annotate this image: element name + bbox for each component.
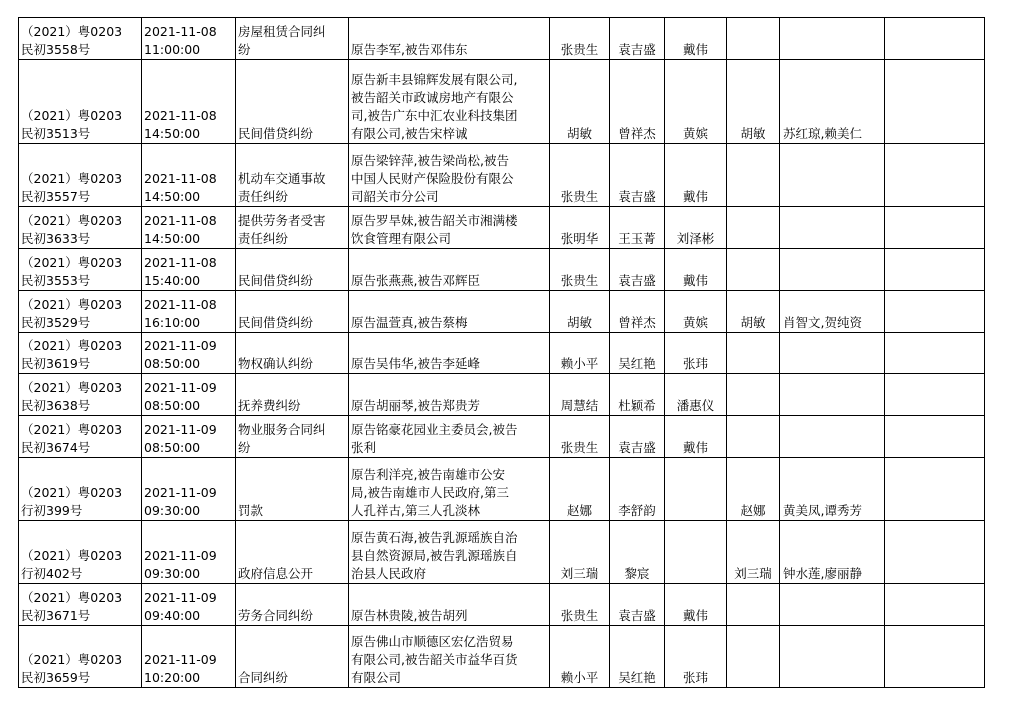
- empty-cell: [885, 584, 985, 626]
- clerks-cell: [780, 416, 885, 458]
- juror-cell: 吴红艳: [610, 333, 665, 374]
- hearing-time-cell: 2021-11-09 08:50:00: [142, 374, 236, 416]
- hearing-time-cell: 2021-11-08 14:50:00: [142, 144, 236, 207]
- juror-cell: 戴伟: [665, 144, 727, 207]
- case-number-cell: （2021）粤0203 民初3659号: [19, 626, 142, 688]
- extra-judge-cell: [727, 584, 780, 626]
- empty-cell: [885, 374, 985, 416]
- presiding-judge-cell: 胡敏: [550, 60, 610, 144]
- presiding-judge-cell: 刘三瑞: [550, 521, 610, 584]
- juror-cell: 张玮: [665, 333, 727, 374]
- hearing-time-cell: 2021-11-09 08:50:00: [142, 416, 236, 458]
- extra-judge-cell: [727, 18, 780, 60]
- table-row: [19, 60, 985, 144]
- hearing-time-cell: 2021-11-08 14:50:00: [142, 60, 236, 144]
- case-cause-cell: 民间借贷纠纷: [236, 291, 349, 333]
- presiding-judge-cell: 张贵生: [550, 144, 610, 207]
- empty-cell: [885, 521, 985, 584]
- case-cause-cell: 物业服务合同纠 纷: [236, 416, 349, 458]
- parties-cell: 原告铭豪花园业主委员会,被告 张利: [349, 416, 550, 458]
- clerks-cell: [780, 374, 885, 416]
- extra-judge-cell: 胡敏: [727, 291, 780, 333]
- presiding-judge-cell: 张贵生: [550, 584, 610, 626]
- empty-cell: [885, 458, 985, 521]
- case-cause-cell: 政府信息公开: [236, 521, 349, 584]
- juror-cell: 黎宸: [610, 521, 665, 584]
- presiding-judge-cell: 赵娜: [550, 458, 610, 521]
- case-number-cell: （2021）粤0203 民初3529号: [19, 291, 142, 333]
- clerks-cell: 苏红琼,赖美仁: [780, 60, 885, 144]
- juror-cell: 曾祥杰: [610, 291, 665, 333]
- case-cause-cell: 物权确认纠纷: [236, 333, 349, 374]
- juror-cell: 王玉菁: [610, 207, 665, 249]
- parties-cell: 原告吴伟华,被告李延峰: [349, 333, 550, 374]
- table-row: [19, 458, 985, 521]
- parties-cell: 原告温萱真,被告蔡梅: [349, 291, 550, 333]
- case-cause-cell: 提供劳务者受害 责任纠纷: [236, 207, 349, 249]
- juror-cell: 袁吉盛: [610, 584, 665, 626]
- table-row: [19, 291, 985, 333]
- case-number-cell: （2021）粤0203 民初3619号: [19, 333, 142, 374]
- juror-cell: 刘泽彬: [665, 207, 727, 249]
- table-body: [19, 18, 985, 688]
- presiding-judge-cell: 周慧结: [550, 374, 610, 416]
- clerks-cell: [780, 18, 885, 60]
- juror-cell: [665, 521, 727, 584]
- empty-cell: [885, 291, 985, 333]
- case-cause-cell: 劳务合同纠纷: [236, 584, 349, 626]
- table-row: [19, 207, 985, 249]
- case-number-cell: （2021）粤0203 民初3557号: [19, 144, 142, 207]
- juror-cell: 袁吉盛: [610, 144, 665, 207]
- hearing-time-cell: 2021-11-09 09:40:00: [142, 584, 236, 626]
- case-number-cell: （2021）粤0203 行初402号: [19, 521, 142, 584]
- case-cause-cell: 抚养费纠纷: [236, 374, 349, 416]
- parties-cell: 原告利洋亮,被告南雄市公安 局,被告南雄市人民政府,第三 人孔祥古,第三人孔淡林: [349, 458, 550, 521]
- juror-cell: 戴伟: [665, 18, 727, 60]
- juror-cell: 袁吉盛: [610, 18, 665, 60]
- hearing-time-cell: 2021-11-09 09:30:00: [142, 521, 236, 584]
- case-cause-cell: 合同纠纷: [236, 626, 349, 688]
- table-row: [19, 584, 985, 626]
- clerks-cell: [780, 249, 885, 291]
- juror-cell: 李舒韵: [610, 458, 665, 521]
- presiding-judge-cell: 张贵生: [550, 249, 610, 291]
- juror-cell: 戴伟: [665, 416, 727, 458]
- juror-cell: 黄嫔: [665, 291, 727, 333]
- case-cause-cell: 民间借贷纠纷: [236, 60, 349, 144]
- extra-judge-cell: [727, 249, 780, 291]
- case-number-cell: （2021）粤0203 民初3671号: [19, 584, 142, 626]
- empty-cell: [885, 333, 985, 374]
- clerks-cell: 肖智文,贺纯资: [780, 291, 885, 333]
- case-number-cell: （2021）粤0203 民初3633号: [19, 207, 142, 249]
- parties-cell: 原告佛山市顺德区宏亿浩贸易 有限公司,被告韶关市益华百货 有限公司: [349, 626, 550, 688]
- parties-cell: 原告张燕燕,被告邓辉臣: [349, 249, 550, 291]
- extra-judge-cell: [727, 416, 780, 458]
- table-row: [19, 626, 985, 688]
- table-row: [19, 374, 985, 416]
- clerks-cell: 黄美凤,谭秀芳: [780, 458, 885, 521]
- extra-judge-cell: [727, 626, 780, 688]
- clerks-cell: [780, 626, 885, 688]
- case-number-cell: （2021）粤0203 民初3553号: [19, 249, 142, 291]
- table-row: [19, 249, 985, 291]
- juror-cell: [665, 458, 727, 521]
- table-row: [19, 18, 985, 60]
- presiding-judge-cell: 赖小平: [550, 626, 610, 688]
- extra-judge-cell: [727, 333, 780, 374]
- hearing-time-cell: 2021-11-08 16:10:00: [142, 291, 236, 333]
- hearing-time-cell: 2021-11-09 09:30:00: [142, 458, 236, 521]
- hearing-time-cell: 2021-11-08 14:50:00: [142, 207, 236, 249]
- parties-cell: 原告梁锌萍,被告梁尚松,被告 中国人民财产保险股份有限公 司韶关市分公司: [349, 144, 550, 207]
- juror-cell: 杜颖希: [610, 374, 665, 416]
- clerks-cell: [780, 333, 885, 374]
- extra-judge-cell: [727, 207, 780, 249]
- clerks-cell: [780, 584, 885, 626]
- case-number-cell: （2021）粤0203 行初399号: [19, 458, 142, 521]
- juror-cell: 潘惠仪: [665, 374, 727, 416]
- empty-cell: [885, 416, 985, 458]
- table-row: [19, 521, 985, 584]
- juror-cell: 袁吉盛: [610, 249, 665, 291]
- hearing-time-cell: 2021-11-08 15:40:00: [142, 249, 236, 291]
- clerks-cell: [780, 144, 885, 207]
- case-number-cell: （2021）粤0203 民初3513号: [19, 60, 142, 144]
- parties-cell: 原告林贵陵,被告胡列: [349, 584, 550, 626]
- case-cause-cell: 罚款: [236, 458, 349, 521]
- parties-cell: 原告胡丽琴,被告郑贵芳: [349, 374, 550, 416]
- empty-cell: [885, 144, 985, 207]
- juror-cell: 戴伟: [665, 249, 727, 291]
- empty-cell: [885, 60, 985, 144]
- hearing-time-cell: 2021-11-08 11:00:00: [142, 18, 236, 60]
- parties-cell: 原告罗旱妹,被告韶关市湘满楼 饮食管理有限公司: [349, 207, 550, 249]
- presiding-judge-cell: 张明华: [550, 207, 610, 249]
- juror-cell: 张玮: [665, 626, 727, 688]
- case-number-cell: （2021）粤0203 民初3638号: [19, 374, 142, 416]
- presiding-judge-cell: 胡敏: [550, 291, 610, 333]
- extra-judge-cell: [727, 374, 780, 416]
- parties-cell: 原告李军,被告邓伟东: [349, 18, 550, 60]
- empty-cell: [885, 207, 985, 249]
- case-cause-cell: 机动车交通事故 责任纠纷: [236, 144, 349, 207]
- parties-cell: 原告黄石海,被告乳源瑶族自治 县自然资源局,被告乳源瑶族自 治县人民政府: [349, 521, 550, 584]
- extra-judge-cell: 刘三瑞: [727, 521, 780, 584]
- case-cause-cell: 民间借贷纠纷: [236, 249, 349, 291]
- empty-cell: [885, 249, 985, 291]
- clerks-cell: 钟水莲,廖丽静: [780, 521, 885, 584]
- case-number-cell: （2021）粤0203 民初3558号: [19, 18, 142, 60]
- table-row: [19, 416, 985, 458]
- juror-cell: 戴伟: [665, 584, 727, 626]
- presiding-judge-cell: 赖小平: [550, 333, 610, 374]
- juror-cell: 曾祥杰: [610, 60, 665, 144]
- extra-judge-cell: [727, 144, 780, 207]
- hearing-time-cell: 2021-11-09 08:50:00: [142, 333, 236, 374]
- case-cause-cell: 房屋租赁合同纠 纷: [236, 18, 349, 60]
- parties-cell: 原告新丰县锦辉发展有限公司, 被告韶关市政诚房地产有限公 司,被告广东中汇农业科技集团 有限公司,被告宋梓诚: [349, 60, 550, 144]
- table-row: [19, 144, 985, 207]
- extra-judge-cell: 赵娜: [727, 458, 780, 521]
- juror-cell: 袁吉盛: [610, 416, 665, 458]
- table-row: [19, 333, 985, 374]
- juror-cell: 吴红艳: [610, 626, 665, 688]
- hearing-time-cell: 2021-11-09 10:20:00: [142, 626, 236, 688]
- empty-cell: [885, 626, 985, 688]
- presiding-judge-cell: 张贵生: [550, 416, 610, 458]
- extra-judge-cell: 胡敏: [727, 60, 780, 144]
- presiding-judge-cell: 张贵生: [550, 18, 610, 60]
- clerks-cell: [780, 207, 885, 249]
- juror-cell: 黄嫔: [665, 60, 727, 144]
- empty-cell: [885, 18, 985, 60]
- case-number-cell: （2021）粤0203 民初3674号: [19, 416, 142, 458]
- hearing-schedule-table: [18, 17, 985, 688]
